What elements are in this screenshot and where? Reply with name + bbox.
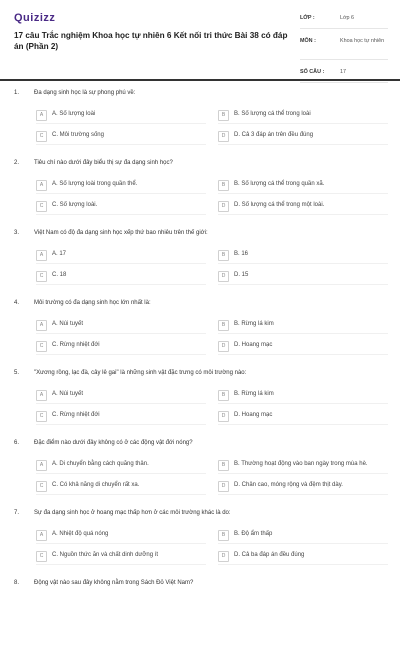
option-text: D. Hoang mạc xyxy=(234,342,273,348)
option-d[interactable] xyxy=(218,271,388,283)
question-text: Động vật nào sau đây không nằm trong Sách Đỏ Việt Nam? xyxy=(34,580,194,586)
option-underline xyxy=(36,123,206,124)
question-list xyxy=(0,86,400,646)
option-a[interactable] xyxy=(36,180,206,192)
option-text: D. Hoang mạc xyxy=(234,412,273,418)
option-a[interactable] xyxy=(36,250,206,262)
option-underline xyxy=(218,263,388,264)
option-underline xyxy=(36,543,206,544)
option-letter-box: D xyxy=(218,481,229,492)
option-a[interactable] xyxy=(36,320,206,332)
option-letter-box: B xyxy=(218,530,229,541)
question-number: 7. xyxy=(14,510,20,516)
meta-label-subject: MÔN : xyxy=(300,38,316,44)
option-letter-box: A xyxy=(36,390,47,401)
option-underline xyxy=(218,494,388,495)
option-c[interactable] xyxy=(36,271,206,283)
option-d[interactable] xyxy=(218,131,388,143)
option-text: A. Di chuyển bằng cách quăng thân. xyxy=(52,461,149,467)
option-letter-box: C xyxy=(36,411,47,422)
option-underline xyxy=(218,214,388,215)
option-text: D. Cả ba đáp án đều đúng xyxy=(234,552,305,558)
question-text: Tiêu chí nào dưới đây biểu thị sự đa dạng sinh học? xyxy=(34,160,173,166)
option-underline xyxy=(36,333,206,334)
meta-value-subject: Khoa học tự nhiên xyxy=(340,38,385,44)
option-letter-box: A xyxy=(36,180,47,191)
option-text: A. 17 xyxy=(52,251,67,257)
option-letter-box: D xyxy=(218,131,229,142)
option-underline xyxy=(218,564,388,565)
question-item xyxy=(0,506,400,576)
option-letter-box: A xyxy=(36,110,47,121)
option-text: D. Số lượng cá thể trong một loài. xyxy=(234,202,325,208)
option-text: B. 16 xyxy=(234,251,249,257)
option-a[interactable] xyxy=(36,460,206,472)
option-letter-box: C xyxy=(36,481,47,492)
option-underline xyxy=(218,424,388,425)
quizizz-logo: Quizizz xyxy=(14,12,56,24)
option-letter-box: C xyxy=(36,131,47,142)
option-underline xyxy=(218,543,388,544)
question-item xyxy=(0,226,400,296)
worksheet-meta xyxy=(300,12,388,89)
option-letter-box: A xyxy=(36,530,47,541)
meta-row-grade xyxy=(300,12,388,29)
question-text: "Xương rồng, lạc đà, cây lê gai" là những sinh vật đặc trưng có môi trường nào: xyxy=(34,370,247,376)
option-text: C. Môi trường sống xyxy=(52,132,104,138)
question-number: 2. xyxy=(14,160,20,166)
option-letter-box: C xyxy=(36,551,47,562)
option-text: B. Số lượng cá thể trong loài xyxy=(234,111,311,117)
option-text: A. Số lượng loài xyxy=(52,111,96,117)
option-letter-box: B xyxy=(218,460,229,471)
option-text: C. 18 xyxy=(52,272,67,278)
option-text: B. Thường hoạt động vào ban ngày trong mùa hè. xyxy=(234,461,368,467)
question-text: Đa dạng sinh học là sự phong phú về: xyxy=(34,90,136,96)
option-b[interactable] xyxy=(218,460,388,472)
option-text: A. Số lượng loài trong quần thể. xyxy=(52,181,138,187)
option-letter-box: C xyxy=(36,271,47,282)
option-underline xyxy=(218,193,388,194)
option-text: B. Độ ẩm thấp xyxy=(234,531,273,537)
option-letter-box: D xyxy=(218,411,229,422)
option-c[interactable] xyxy=(36,411,206,423)
option-text: C. Rừng nhiệt đới xyxy=(52,342,100,348)
option-text: C. Số lượng loài. xyxy=(52,202,98,208)
question-item xyxy=(0,86,400,156)
option-a[interactable] xyxy=(36,110,206,122)
option-underline xyxy=(36,214,206,215)
option-b[interactable] xyxy=(218,110,388,122)
meta-value-question-count: 17 xyxy=(340,69,346,75)
option-d[interactable] xyxy=(218,481,388,493)
option-text: C. Rừng nhiệt đới xyxy=(52,412,100,418)
question-text: Môi trường có đa dạng sinh học lớn nhất là: xyxy=(34,300,151,306)
worksheet-title: 17 câu Trắc nghiệm Khoa học tự nhiên 6 Kết nối tri thức Bài 38 có đáp án (Phần 2) xyxy=(14,31,288,51)
question-text: Đặc điểm nào dưới đây không có ở các động vật đới nóng? xyxy=(34,440,193,446)
question-number: 3. xyxy=(14,230,20,236)
option-letter-box: B xyxy=(218,390,229,401)
option-underline xyxy=(36,193,206,194)
option-underline xyxy=(218,284,388,285)
header-divider xyxy=(0,79,400,81)
option-underline xyxy=(36,494,206,495)
option-underline xyxy=(218,473,388,474)
question-item xyxy=(0,436,400,506)
option-b[interactable] xyxy=(218,530,388,542)
option-letter-box: A xyxy=(36,460,47,471)
meta-label-grade: LỚP : xyxy=(300,15,315,21)
option-underline xyxy=(218,123,388,124)
option-c[interactable] xyxy=(36,341,206,353)
option-text: C. Nguồn thức ăn và chất dinh dưỡng ít xyxy=(52,552,159,558)
option-letter-box: D xyxy=(218,201,229,212)
option-letter-box: B xyxy=(218,110,229,121)
option-text: D. 15 xyxy=(234,272,249,278)
option-letter-box: B xyxy=(218,180,229,191)
meta-row-subject xyxy=(300,35,388,60)
option-b[interactable] xyxy=(218,320,388,332)
option-text: A. Nhiệt độ quá nóng xyxy=(52,531,109,537)
option-c[interactable] xyxy=(36,551,206,563)
question-item xyxy=(0,576,400,646)
option-underline xyxy=(218,333,388,334)
option-text: D. Cả 3 đáp án trên đều đúng xyxy=(234,132,314,138)
question-number: 6. xyxy=(14,440,20,446)
option-b[interactable] xyxy=(218,390,388,402)
option-letter-box: C xyxy=(36,341,47,352)
option-underline xyxy=(218,354,388,355)
option-letter-box: D xyxy=(218,551,229,562)
option-b[interactable] xyxy=(218,180,388,192)
option-underline xyxy=(36,354,206,355)
question-item xyxy=(0,156,400,226)
question-number: 8. xyxy=(14,580,20,586)
option-text: C. Có khả năng di chuyển rất xa. xyxy=(52,482,140,488)
option-underline xyxy=(218,403,388,404)
option-c[interactable] xyxy=(36,131,206,143)
option-letter-box: A xyxy=(36,320,47,331)
meta-value-grade: Lớp 6 xyxy=(340,15,355,21)
option-underline xyxy=(36,473,206,474)
question-item xyxy=(0,366,400,436)
question-number: 1. xyxy=(14,90,20,96)
option-d[interactable] xyxy=(218,201,388,213)
question-number: 5. xyxy=(14,370,20,376)
question-item xyxy=(0,296,400,366)
option-letter-box: A xyxy=(36,250,47,261)
option-text: A. Núi tuyết xyxy=(52,391,84,397)
option-d[interactable] xyxy=(218,411,388,423)
option-underline xyxy=(36,564,206,565)
option-underline xyxy=(36,144,206,145)
option-d[interactable] xyxy=(218,341,388,353)
worksheet-header xyxy=(0,0,400,80)
option-letter-box: B xyxy=(218,320,229,331)
option-underline xyxy=(36,263,206,264)
option-a[interactable] xyxy=(36,390,206,402)
meta-label-question-count: SỐ CÂU : xyxy=(300,69,325,75)
option-a[interactable] xyxy=(36,530,206,542)
option-d[interactable] xyxy=(218,551,388,563)
option-letter-box: D xyxy=(218,341,229,352)
option-c[interactable] xyxy=(36,481,206,493)
option-b[interactable] xyxy=(218,250,388,262)
option-text: A. Núi tuyết xyxy=(52,321,84,327)
question-text: Việt Nam có độ đa dạng sinh học xếp thứ bao nhiêu trên thế giới: xyxy=(34,230,208,236)
option-underline xyxy=(36,284,206,285)
option-letter-box: B xyxy=(218,250,229,261)
option-letter-box: D xyxy=(218,271,229,282)
option-text: B. Số lượng cá thể trong quần xã. xyxy=(234,181,325,187)
question-text: Sự đa dạng sinh học ở hoang mạc thấp hơn ở các môi trường khác là do: xyxy=(34,510,231,516)
option-letter-box: C xyxy=(36,201,47,212)
option-c[interactable] xyxy=(36,201,206,213)
question-number: 4. xyxy=(14,300,20,306)
option-text: D. Chân cao, móng rộng và đệm thịt dày. xyxy=(234,482,343,488)
option-underline xyxy=(36,424,206,425)
option-text: B. Rừng lá kim xyxy=(234,391,274,397)
option-underline xyxy=(36,403,206,404)
option-underline xyxy=(218,144,388,145)
option-text: B. Rừng lá kim xyxy=(234,321,274,327)
